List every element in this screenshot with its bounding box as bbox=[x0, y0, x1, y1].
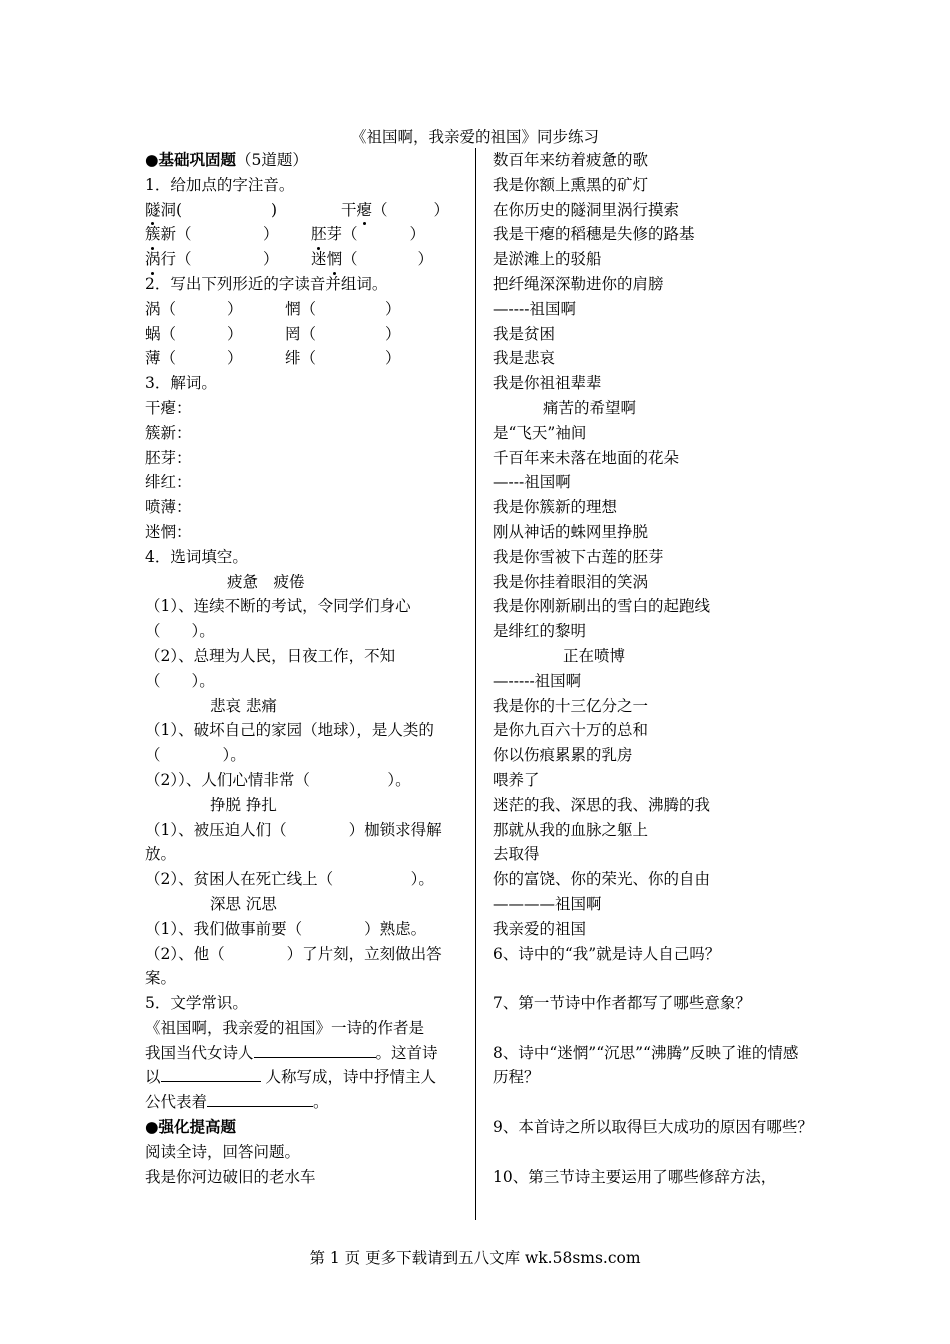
question-1: 1．给加点的字注音。 bbox=[145, 175, 295, 194]
poem bbox=[493, 148, 813, 942]
q5-line: 《祖国啊，我亲爱的祖国》一诗的作者是 bbox=[145, 1018, 425, 1037]
q3-word: 迷惘： bbox=[145, 522, 192, 541]
poem-line: 我是你河边破旧的老水车 bbox=[145, 1167, 316, 1186]
q1-row: 隧洞( ) 干瘪（ ） bbox=[145, 198, 463, 223]
q4-word-pair: 挣脱 挣扎 bbox=[210, 795, 277, 814]
poem-line: 我亲爱的祖国 bbox=[493, 919, 587, 938]
q4-item: （2））、人们心情非常（ ）。 bbox=[145, 770, 411, 789]
q3-word: 胚芽： bbox=[145, 448, 192, 467]
document-title: 《祖国啊，我亲爱的祖国》同步练习 bbox=[350, 128, 599, 146]
poem-line: 正在喷博 bbox=[563, 646, 626, 665]
column-divider bbox=[475, 148, 476, 1220]
q2-row: 蜗（ ） 罔（ ） bbox=[145, 324, 401, 343]
poem-line: 去取得 bbox=[493, 845, 540, 864]
section2-heading: ●强化提高题 bbox=[145, 1117, 237, 1137]
poem-line: 我是你雪被下古莲的胚芽 bbox=[493, 547, 664, 566]
question-7: 7、第一节诗中作者都写了哪些意象？ bbox=[493, 994, 751, 1013]
answer-blank bbox=[161, 1065, 261, 1082]
poem-line: 是淤滩上的驳船 bbox=[493, 250, 602, 269]
dotted-char: 隧 bbox=[145, 198, 161, 223]
q4-item: （1）、连续不断的考试，令同学们身心（ ）。 bbox=[145, 597, 411, 641]
poem-line: 喂养了 bbox=[493, 770, 540, 789]
poem-line: 我是你祖祖辈辈 bbox=[493, 374, 602, 393]
question-10: 10、第三节诗主要运用了哪些修辞方法， bbox=[493, 1167, 777, 1186]
poem-line: 我是你额上熏黑的矿灯 bbox=[493, 175, 649, 194]
q5-line: 以 人称写成，诗中抒情主人 bbox=[145, 1065, 463, 1090]
q1-row: 涡行（ ） 迷惘（ ） bbox=[145, 247, 463, 272]
q3-word: 干瘪： bbox=[145, 398, 192, 417]
poem-line: 我是干瘪的稻穗是失修的路基 bbox=[493, 225, 695, 244]
poem-line: 我是你刚新刷出的雪白的起跑线 bbox=[493, 597, 711, 616]
q3-word: 绯红： bbox=[145, 473, 192, 492]
poem-line: 你以伤痕累累的乳房 bbox=[493, 746, 633, 765]
poem-line: 我是你的十三亿分之一 bbox=[493, 696, 649, 715]
question-9: 9、本首诗之所以取得巨大成功的原因有哪些？ bbox=[493, 1118, 813, 1137]
q4-item: （2）、他（ ）了片刻，立刻做出答案。 bbox=[145, 944, 442, 988]
question-8: 8、诗中“迷惘”“沉思”“沸腾”反映了谁的情感历程？ bbox=[493, 1043, 799, 1087]
q4-item: （1）、我们做事前要（ ）熟虑。 bbox=[145, 919, 427, 938]
question-4: 4．选词填空。 bbox=[145, 547, 248, 566]
poem-line: 痛苦的希望啊 bbox=[543, 398, 637, 417]
poem-line: 是“飞天”袖间 bbox=[493, 423, 587, 442]
answer-blank bbox=[207, 1090, 313, 1107]
reading-instruction: 阅读全诗，回答问题。 bbox=[145, 1142, 301, 1161]
question-6: 6、诗中的“我”就是诗人自己吗？ bbox=[493, 944, 721, 963]
q5-line: 公代表着 。 bbox=[145, 1090, 463, 1115]
q2-row: 涡（ ） 惘（ ） bbox=[145, 299, 401, 318]
section1-heading: ●基础巩固题（5道题） bbox=[145, 150, 308, 169]
poem-line: —---祖国啊 bbox=[493, 473, 571, 492]
q3-word: 簇新： bbox=[145, 423, 192, 442]
poem-line: ————祖国啊 bbox=[493, 894, 602, 913]
poem-line: —----祖国啊 bbox=[493, 299, 576, 318]
q4-word-pair: 悲哀 悲痛 bbox=[210, 696, 277, 715]
poem-line: 是绯红的黎明 bbox=[493, 622, 587, 641]
poem-line: 千百年来未落在地面的花朵 bbox=[493, 448, 680, 467]
poem-line: 刚从神话的蛛网里挣脱 bbox=[493, 522, 649, 541]
poem-line: 把纤绳深深勒进你的肩膀 bbox=[493, 274, 664, 293]
poem-line: 那就从我的血脉之躯上 bbox=[493, 820, 649, 839]
page-footer: 第 1 页 更多下载请到五八文库 wk.58sms.com bbox=[309, 1249, 641, 1267]
q5-line: 我国当代女诗人 。这首诗 bbox=[145, 1041, 463, 1066]
q4-item: （1）、被压迫人们（ ）枷锁求得解放。 bbox=[145, 820, 442, 864]
q4-item: （1）、破坏自己的家园（地球），是人类的 bbox=[145, 721, 434, 740]
poem-line: 你的富饶、你的荣光、你的自由 bbox=[493, 870, 711, 889]
q4-word-pair: 疲惫 疲倦 bbox=[227, 572, 305, 591]
poem-line: 我是贫困 bbox=[493, 324, 556, 343]
question-5: 5．文学常识。 bbox=[145, 994, 248, 1013]
poem-line: 在你历史的隧洞里涡行摸索 bbox=[493, 200, 680, 219]
right-column bbox=[493, 148, 813, 1189]
poem-line: 迷茫的我、深思的我、沸腾的我 bbox=[493, 795, 711, 814]
q4-item: （2）、贫困人在死亡线上（ ）。 bbox=[145, 870, 434, 889]
question-2: 2．写出下列形近的字读音并组词。 bbox=[145, 274, 388, 293]
q4-item: （2）、总理为人民，日夜工作，不知（ ）。 bbox=[145, 646, 396, 690]
poem-line: 我是你挂着眼泪的笑涡 bbox=[493, 572, 649, 591]
poem-line: —-----祖国啊 bbox=[493, 671, 582, 690]
q4-word-pair: 深思 沉思 bbox=[210, 894, 277, 913]
left-column bbox=[145, 148, 463, 1189]
q2-row: 薄（ ） 绯（ ） bbox=[145, 349, 401, 368]
poem-line: 是你九百六十万的总和 bbox=[493, 721, 649, 740]
q3-word: 喷薄： bbox=[145, 498, 192, 517]
poem-line: 我是你簇新的理想 bbox=[493, 498, 618, 517]
q4-item-cont: （ ）。 bbox=[145, 746, 246, 765]
answer-blank bbox=[254, 1041, 376, 1058]
q1-row: 簇新（ ） 胚芽（ ） bbox=[145, 222, 463, 247]
question-3: 3．解词。 bbox=[145, 374, 217, 393]
poem-line: 数百年来纺着疲惫的歌 bbox=[493, 151, 649, 169]
poem-line: 我是悲哀 bbox=[493, 349, 556, 368]
